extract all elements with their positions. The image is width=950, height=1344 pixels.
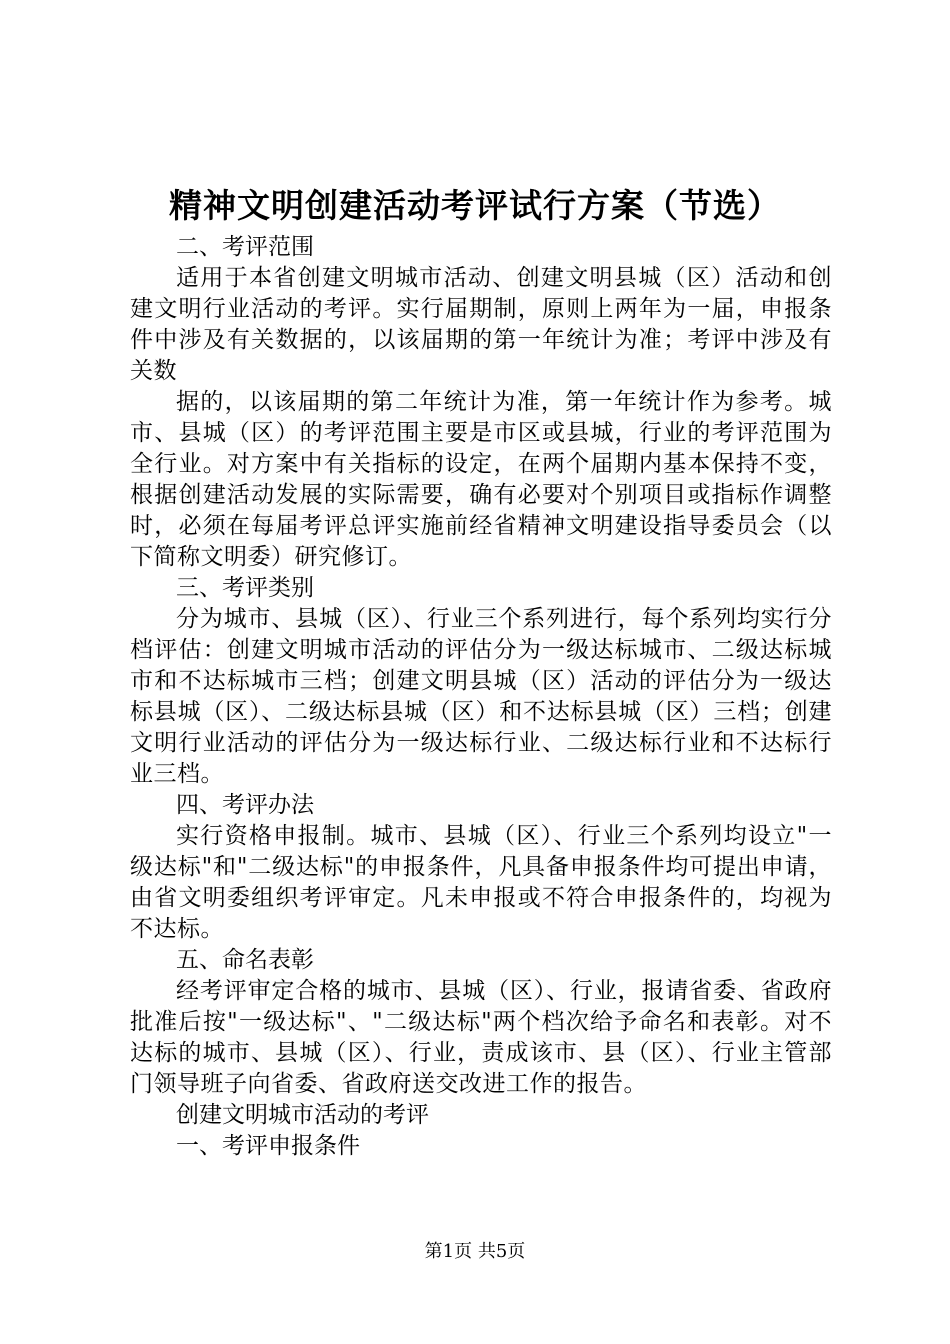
body-paragraph: 分为城市、县城（区）、行业三个系列进行，每个系列均实行分档评估：创建文明城市活动的评估分为一级达标城市、二级达标城市和不达标城市三档；创建文明县城（区）活动的评估分为一级达标县城（区）、二级达标县城（区）和不达标县城（区）三档；创建文明行业活动的评估分为一级达标行业、二级达标行业和不达标行业三档。 xyxy=(130,606,832,787)
body-paragraph: 实行资格申报制。城市、县城（区）、行业三个系列均设立"一级达标"和"二级达标"的申报条件，凡具备申报条件均可提出申请，由省文明委组织考评审定。凡未申报或不符合申报条件的，均视为不达标。 xyxy=(130,823,832,942)
section-heading: 五、命名表彰 xyxy=(176,947,314,973)
page-number: 第1页 共5页 xyxy=(424,1241,526,1262)
body-paragraph: 据的，以该届期的第二年统计为准，第一年统计作为参考。城市、县城（区）的考评范围主要是市区或县城，行业的考评范围为全行业。对方案中有关指标的设定，在两个届期内基本保持不变，根据创建活动发展的实际需要，确有必要对个别项目或指标作调整时，必须在每届考评总评实施前经省精神文明建设指导委员会（以下简称文明委）研究修订。 xyxy=(130,389,832,570)
section-heading: 四、考评办法 xyxy=(176,792,314,818)
section-heading: 三、考评类别 xyxy=(176,575,314,601)
section-heading: 一、考评申报条件 xyxy=(176,1133,360,1159)
body-paragraph: 经考评审定合格的城市、县城（区）、行业，报请省委、省政府批准后按"一级达标"、"二级达标"两个档次给予命名和表彰。对不达标的城市、县城（区）、行业，责成该市、县（区）、行业主管部门领导班子向省委、省政府送交改进工作的报告。 xyxy=(130,978,832,1097)
document-title: 精神文明创建活动考评试行方案（节选） xyxy=(169,186,781,225)
section-heading: 创建文明城市活动的考评 xyxy=(176,1102,429,1128)
section-heading: 二、考评范围 xyxy=(176,234,314,260)
body-paragraph: 适用于本省创建文明城市活动、创建文明县城（区）活动和创建文明行业活动的考评。实行届期制，原则上两年为一届，申报条件中涉及有关数据的，以该届期的第一年统计为准；考评中涉及有关数 xyxy=(130,265,832,384)
document-body xyxy=(130,232,832,1162)
